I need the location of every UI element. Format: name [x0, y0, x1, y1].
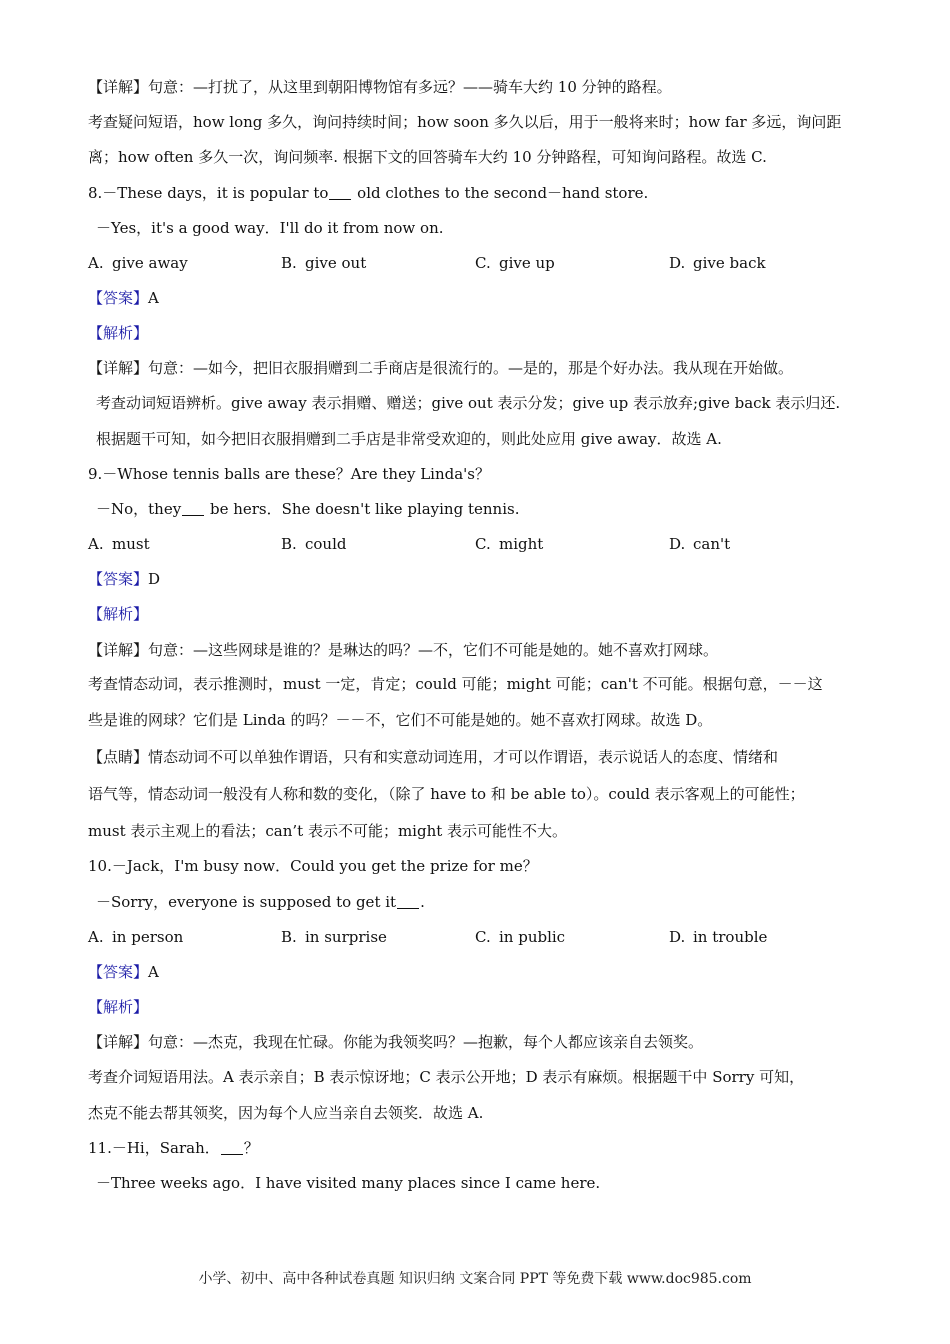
text-line: 杰克不能去帮其领奖，因为每个人应当亲自去领奖．故选 A.	[88, 1104, 484, 1122]
text-line: 考查动词短语辨析。give away 表示捐赠、赠送；give out 表示分发；give up 表示放弃;give back 表示归还.	[96, 394, 841, 412]
option-c: C. give up	[475, 254, 555, 272]
text-line: must 表示主观上的看法；can’t 表示不可能；might 表示可能性不大。	[88, 822, 568, 840]
answer-blank	[221, 1138, 243, 1155]
question-11-reply: －Three weeks ago．I have visited many places since I came here.	[96, 1174, 601, 1192]
option-b: B. in surprise	[281, 928, 387, 946]
question-text: old clothes to the second－hand store.	[352, 184, 649, 202]
question-11-stem	[88, 1135, 890, 1161]
question-text: －Sorry，everyone is supposed to get it	[96, 893, 397, 911]
analysis-tag: 【解析】	[88, 324, 149, 342]
text-line: 【详解】句意：—这些网球是谁的？是琳达的吗？—不，它们不可能是她的。她不喜欢打网球。	[88, 641, 719, 659]
question-10-stem: 10.－Jack，I'm busy now．Could you get the prize for me？	[88, 857, 538, 875]
option-a: A. in person	[88, 928, 184, 946]
text-line: 考查疑问短语，how long 多久，询问持续时间；how soon 多久以后，用于一般将来时；how far 多远，询问距	[88, 113, 842, 131]
option-d: D. can't	[669, 535, 731, 553]
text-line: 【详解】句意：—如今，把旧衣服捐赠到二手商店是很流行的。—是的，那是个好办法。我从现在开始做。	[88, 359, 794, 377]
question-8-stem	[88, 180, 890, 206]
page-footer: 小学、初中、高中各种试卷真题 知识归纳 文案合同 PPT 等免费下载 www.doc985.com	[198, 1271, 752, 1287]
text-line: 考查情态动词，表示推测时，must 一定，肯定；could 可能；might 可能；can't 不可能。根据句意，－－这	[88, 675, 823, 693]
option-c: C. might	[475, 535, 544, 553]
answer-value: D	[148, 570, 161, 588]
option-a: A. give away	[88, 254, 188, 272]
answer-blank	[329, 183, 351, 200]
option-c: C. in public	[475, 928, 566, 946]
text-line: 【点睛】情态动词不可以单独作谓语，只有和实意动词连用，才可以作谓语，表示说话人的态度、情绪和	[88, 748, 779, 766]
answer-line	[88, 285, 890, 311]
text-line: 【详解】句意：—杰克，我现在忙碌。你能为我领奖吗？—抱歉，每个人都应该亲自去领奖。	[88, 1033, 704, 1051]
answer-tag: 【答案】	[88, 570, 149, 588]
answer-tag: 【答案】	[88, 963, 149, 981]
option-d: D. give back	[669, 254, 766, 272]
question-text: －No，they	[96, 500, 182, 518]
question-text: 8.－These days，it is popular to	[88, 184, 329, 202]
option-a: A. must	[88, 535, 150, 553]
question-text: 11.－Hi，Sarah．	[88, 1139, 220, 1157]
question-text: .	[420, 893, 425, 911]
text-line: 根据题干可知，如今把旧衣服捐赠到二手店是非常受欢迎的，则此处应用 give away．故选 A.	[96, 430, 722, 448]
question-9-options	[88, 531, 890, 557]
answer-value: A	[148, 963, 159, 981]
answer-line	[88, 566, 890, 592]
question-text: ？	[243, 1139, 259, 1157]
question-9-reply	[96, 496, 890, 522]
question-8-reply: －Yes，it's a good way．I'll do it from now on.	[96, 219, 444, 237]
answer-blank	[182, 499, 204, 516]
question-9-stem: 9.－Whose tennis balls are these？Are they Linda's？	[88, 465, 490, 483]
text-line: 语气等，情态动词一般没有人称和数的变化，（除了 have to 和 be able to）。could 表示客观上的可能性；	[88, 785, 805, 803]
option-b: B. could	[281, 535, 347, 553]
analysis-tag: 【解析】	[88, 605, 149, 623]
question-8-options	[88, 250, 890, 276]
answer-value: A	[148, 289, 159, 307]
answer-tag: 【答案】	[88, 289, 149, 307]
text-line: 些是谁的网球？它们是 Linda 的吗？－－不，它们不可能是她的。她不喜欢打网球。故选 D。	[88, 711, 713, 729]
question-10-options	[88, 924, 890, 950]
option-b: B. give out	[281, 254, 367, 272]
text-line: 【详解】句意：—打扰了，从这里到朝阳博物馆有多远？——骑车大约 10 分钟的路程。	[88, 78, 672, 96]
answer-blank	[397, 892, 419, 909]
option-d: D. in trouble	[669, 928, 768, 946]
text-line: 考查介词短语用法。A 表示亲自；B 表示惊讶地；C 表示公开地；D 表示有麻烦。根据题干中 Sorry 可知，	[88, 1068, 805, 1086]
answer-line	[88, 959, 890, 985]
text-line: 离；how often 多久一次，询问频率. 根据下文的回答骑车大约 10 分钟路程，可知询问路程。故选 C.	[88, 148, 767, 166]
question-10-reply	[96, 889, 890, 915]
analysis-tag: 【解析】	[88, 998, 149, 1016]
question-text: be hers．She doesn't like playing tennis.	[205, 500, 520, 518]
